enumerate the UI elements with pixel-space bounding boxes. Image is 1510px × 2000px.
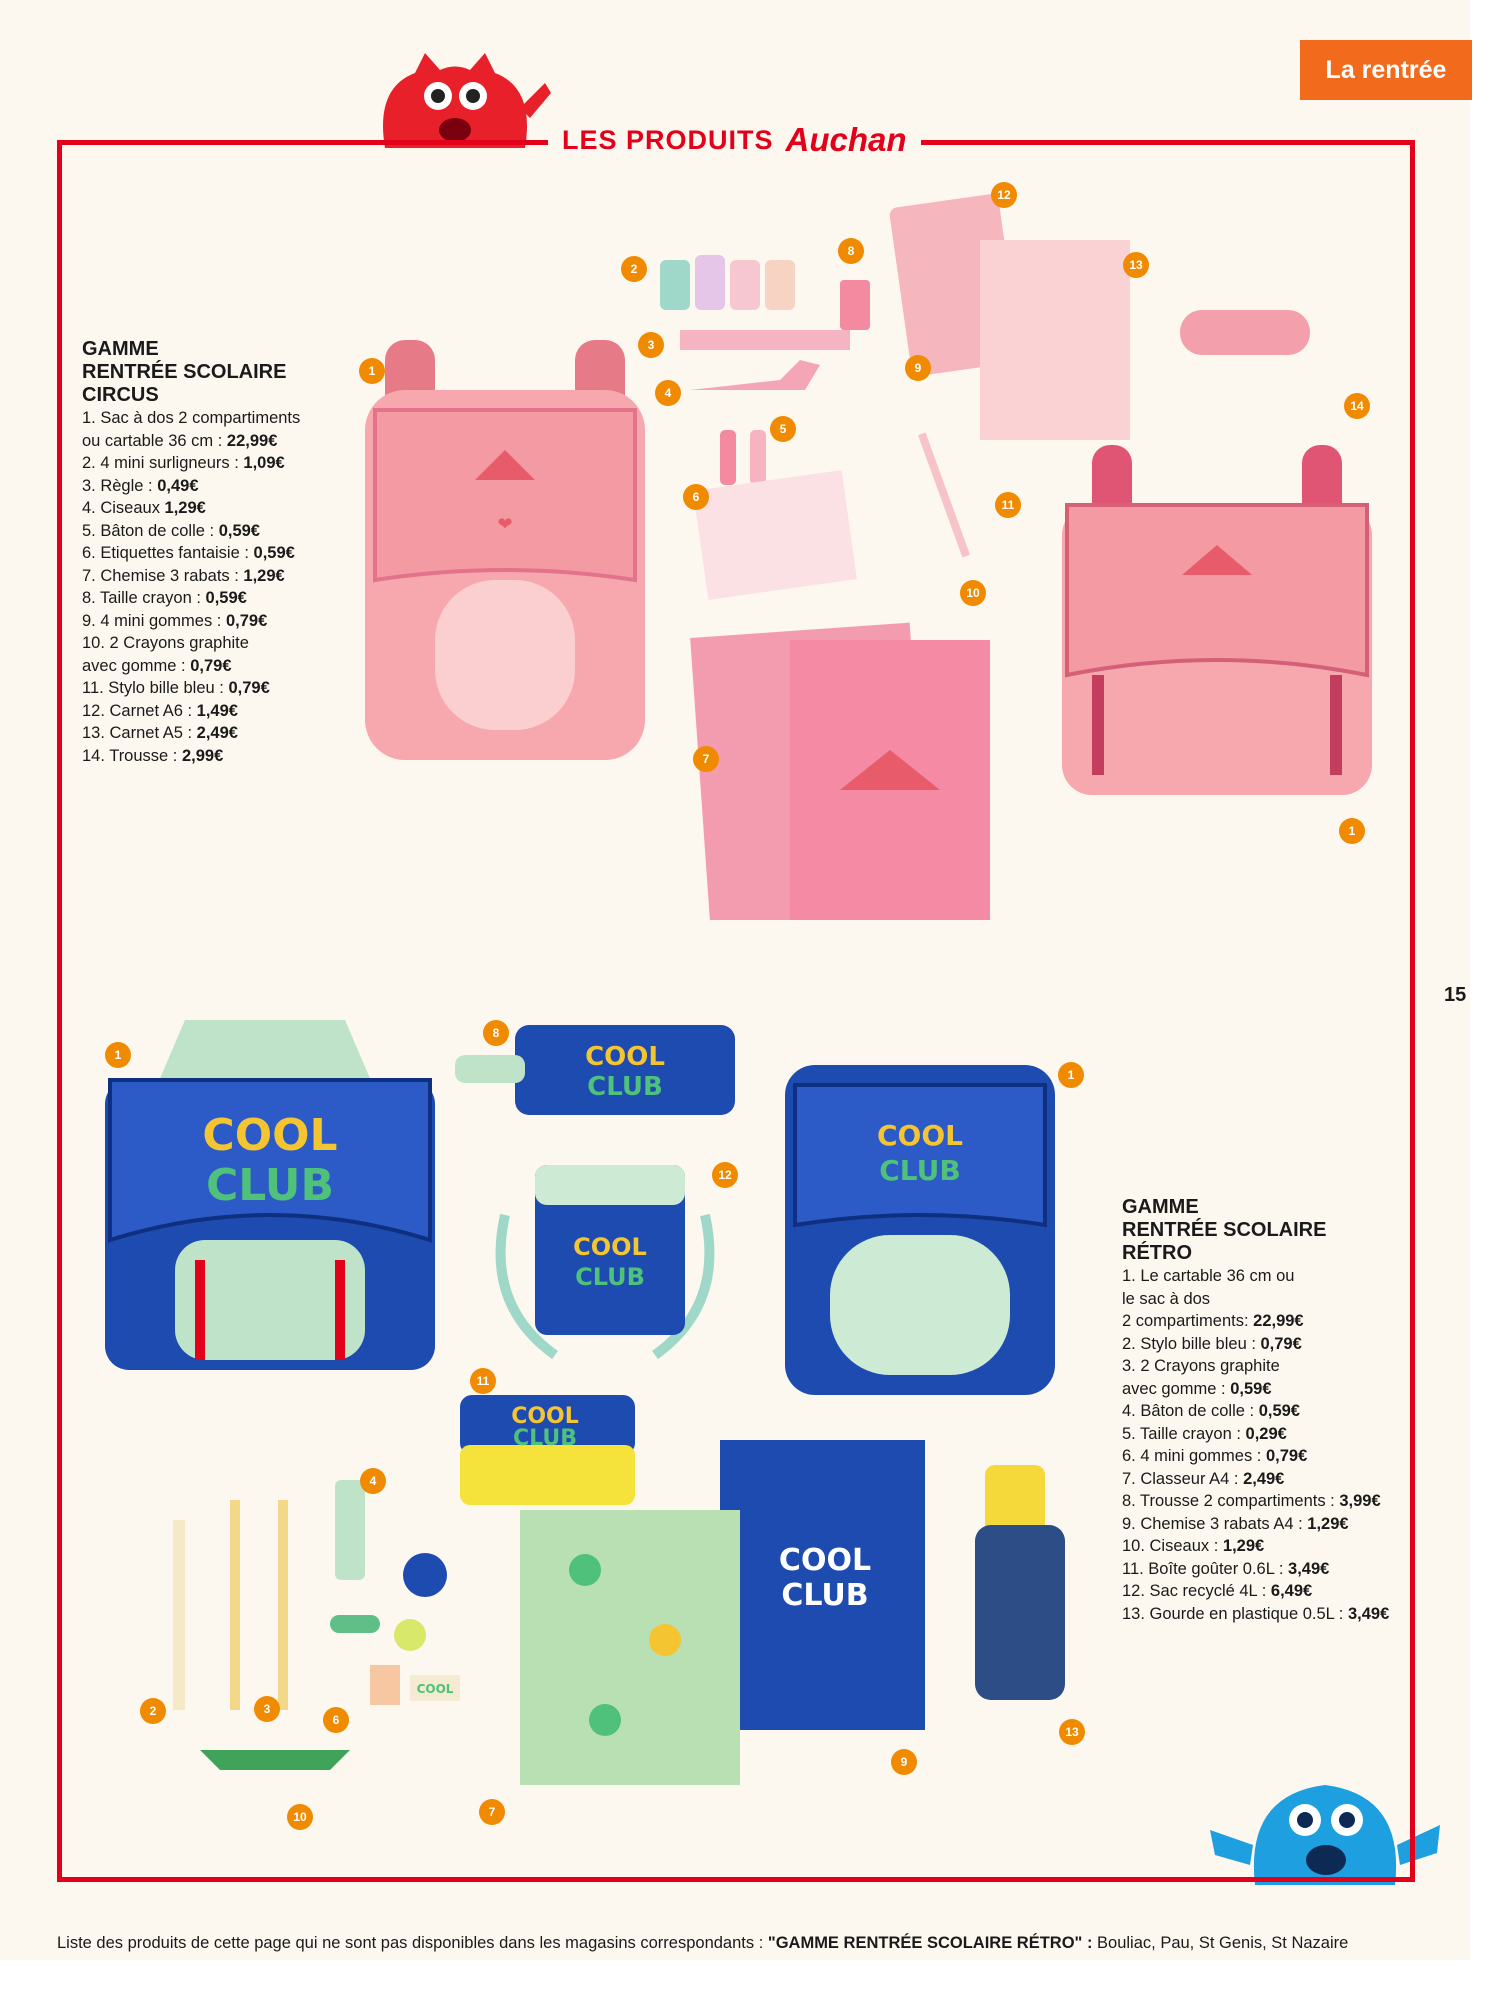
cool-club-text: CLUB [575,1263,645,1291]
cool-club-text: CLUB [587,1072,663,1102]
product-number-badge: 8 [838,238,864,264]
price-list-item: 5. Bâton de colle : 0,59€ [82,521,260,540]
price-list-item: ou cartable 36 cm : 22,99€ [82,431,278,450]
price-list-item: 8. Taille crayon : 0,59€ [82,589,247,607]
product-number-badge: 13 [1123,252,1149,278]
product-number-badge: 8 [483,1020,509,1046]
price-list-item: 1. Le cartable 36 cm ou [1122,1267,1295,1285]
price-list-item: 2. Stylo bille bleu : 0,79€ [1122,1334,1302,1353]
product-number-badge: 13 [1059,1719,1085,1745]
product-number-badge: 9 [891,1749,917,1775]
retro-range-list [1122,1196,1389,1625]
range-title: GAMME RENTRÉE SCOLAIRE CIRCUS [82,338,287,406]
product-number-badge: 3 [638,332,664,358]
price-list-item: 11. Stylo bille bleu : 0,79€ [82,679,270,697]
title-text: LES PRODUITS [562,124,774,155]
price-list-item: 12. Sac recyclé 4L : 6,49€ [1122,1582,1313,1600]
product-number-badge: 1 [105,1042,131,1068]
cool-club-text: CLUB [512,1426,578,1451]
product-number-badge: 1 [1058,1062,1084,1088]
retro-bottle-image [965,1465,1075,1705]
price-list-item: 14. Trousse : 2,99€ [82,746,224,765]
range-title: GAMME RENTRÉE SCOLAIRE RÉTRO [1122,1196,1327,1264]
price-list-item: 4. Ciseaux 1,29€ [82,499,206,517]
circus-stationery-image [640,190,1360,920]
price-list-item: le sac à dos [1122,1289,1211,1308]
product-number-badge: 1 [359,358,385,384]
product-number-badge: 11 [995,492,1021,518]
cool-club-text: CLUB [879,1154,961,1187]
cool-club-text: COOL [778,1543,872,1578]
cool-club-text: COOL [877,1119,963,1152]
price-list-item: 4. Bâton de colle : 0,59€ [1122,1402,1300,1420]
price-list-item: 1. Sac à dos 2 compartiments [82,409,301,427]
product-number-badge: 10 [287,1804,313,1830]
price-list-item: 3. 2 Crayons graphite [1122,1357,1280,1375]
price-list-item: avec gomme : 0,59€ [1122,1379,1272,1398]
section-tag: La rentrée [1300,40,1472,100]
product-number-badge: 4 [655,380,681,406]
price-list-item: 12. Carnet A6 : 1,49€ [82,701,238,720]
price-list-item: 2 compartiments: 22,99€ [1122,1312,1304,1330]
cool-club-text: COOL [573,1233,647,1261]
price-list-item: 13. Carnet A5 : 2,49€ [82,724,238,742]
product-number-badge: 4 [360,1468,386,1494]
circus-range-list [82,338,300,767]
price-list-item: 10. 2 Crayons graphite [82,634,249,652]
product-number-badge: 2 [621,256,647,282]
price-list-item: 10. Ciseaux : 1,29€ [1122,1537,1265,1555]
price-list-item: 9. 4 mini gommes : 0,79€ [82,611,268,630]
retro-accessories-image [445,1015,775,1405]
retro-schoolbag-image [95,1000,440,1380]
product-number-badge: 1 [1339,818,1365,844]
cool-club-text: COOL [511,1404,579,1429]
product-number-badge: 3 [254,1696,280,1722]
retro-folders-image [515,1440,935,1790]
cool-club-text: COOL [202,1110,338,1161]
retro-small-items-image [80,1440,480,1800]
price-list-item: 7. Classeur A4 : 2,49€ [1122,1469,1285,1488]
cool-club-text: CLUB [205,1160,335,1211]
product-number-badge: 7 [479,1799,505,1825]
product-number-badge: 2 [140,1698,166,1724]
retro-backpack-image [775,1045,1065,1405]
price-list-item: 6. Etiquettes fantaisie : 0,59€ [82,544,295,562]
page-number: 15 [1444,984,1467,1006]
product-number-badge: 6 [323,1707,349,1733]
product-number-badge: 5 [770,416,796,442]
cool-club-text: COOL [585,1042,665,1072]
svg-text:❤: ❤ [497,514,513,534]
price-list-item: 13. Gourde en plastique 0.5L : 3,49€ [1122,1604,1390,1623]
availability-note: Liste des produits de cette page qui ne sont pas disponibles dans les magasins correspondants : "GAMME RENTRÉE SCOLAIRE RÉTRO" : Bouliac, Pau, St Genis, St Nazaire [57,1934,1349,1952]
cool-club-text: CLUB [781,1578,869,1613]
product-number-badge: 11 [470,1368,496,1394]
price-list-item: 9. Chemise 3 rabats A4 : 1,29€ [1122,1514,1349,1533]
page-title [548,116,921,164]
price-list-item: 5. Taille crayon : 0,29€ [1122,1424,1287,1443]
price-list-item: 11. Boîte goûter 0.6L : 3,49€ [1122,1559,1330,1578]
cool-eraser-text: COOL [416,1682,454,1696]
red-monster-mascot-icon [355,48,555,148]
product-number-badge: 6 [683,484,709,510]
auchan-brand-logo: Auchan [785,121,907,158]
price-list-item: 3. Règle : 0,49€ [82,476,199,495]
circus-backpack-image [345,330,665,770]
product-number-badge: 12 [991,182,1017,208]
price-list-item: avec gomme : 0,79€ [82,656,232,675]
price-list-item: 8. Trousse 2 compartiments : 3,99€ [1122,1492,1381,1510]
product-number-badge: 14 [1344,393,1370,419]
price-list-item: 7. Chemise 3 rabats : 1,29€ [82,566,285,585]
product-number-badge: 10 [960,580,986,606]
product-number-badge: 9 [905,355,931,381]
price-list-item: 2. 4 mini surligneurs : 1,09€ [82,454,285,472]
product-number-badge: 12 [712,1162,738,1188]
price-list-item: 6. 4 mini gommes : 0,79€ [1122,1447,1308,1465]
product-number-badge: 7 [693,746,719,772]
